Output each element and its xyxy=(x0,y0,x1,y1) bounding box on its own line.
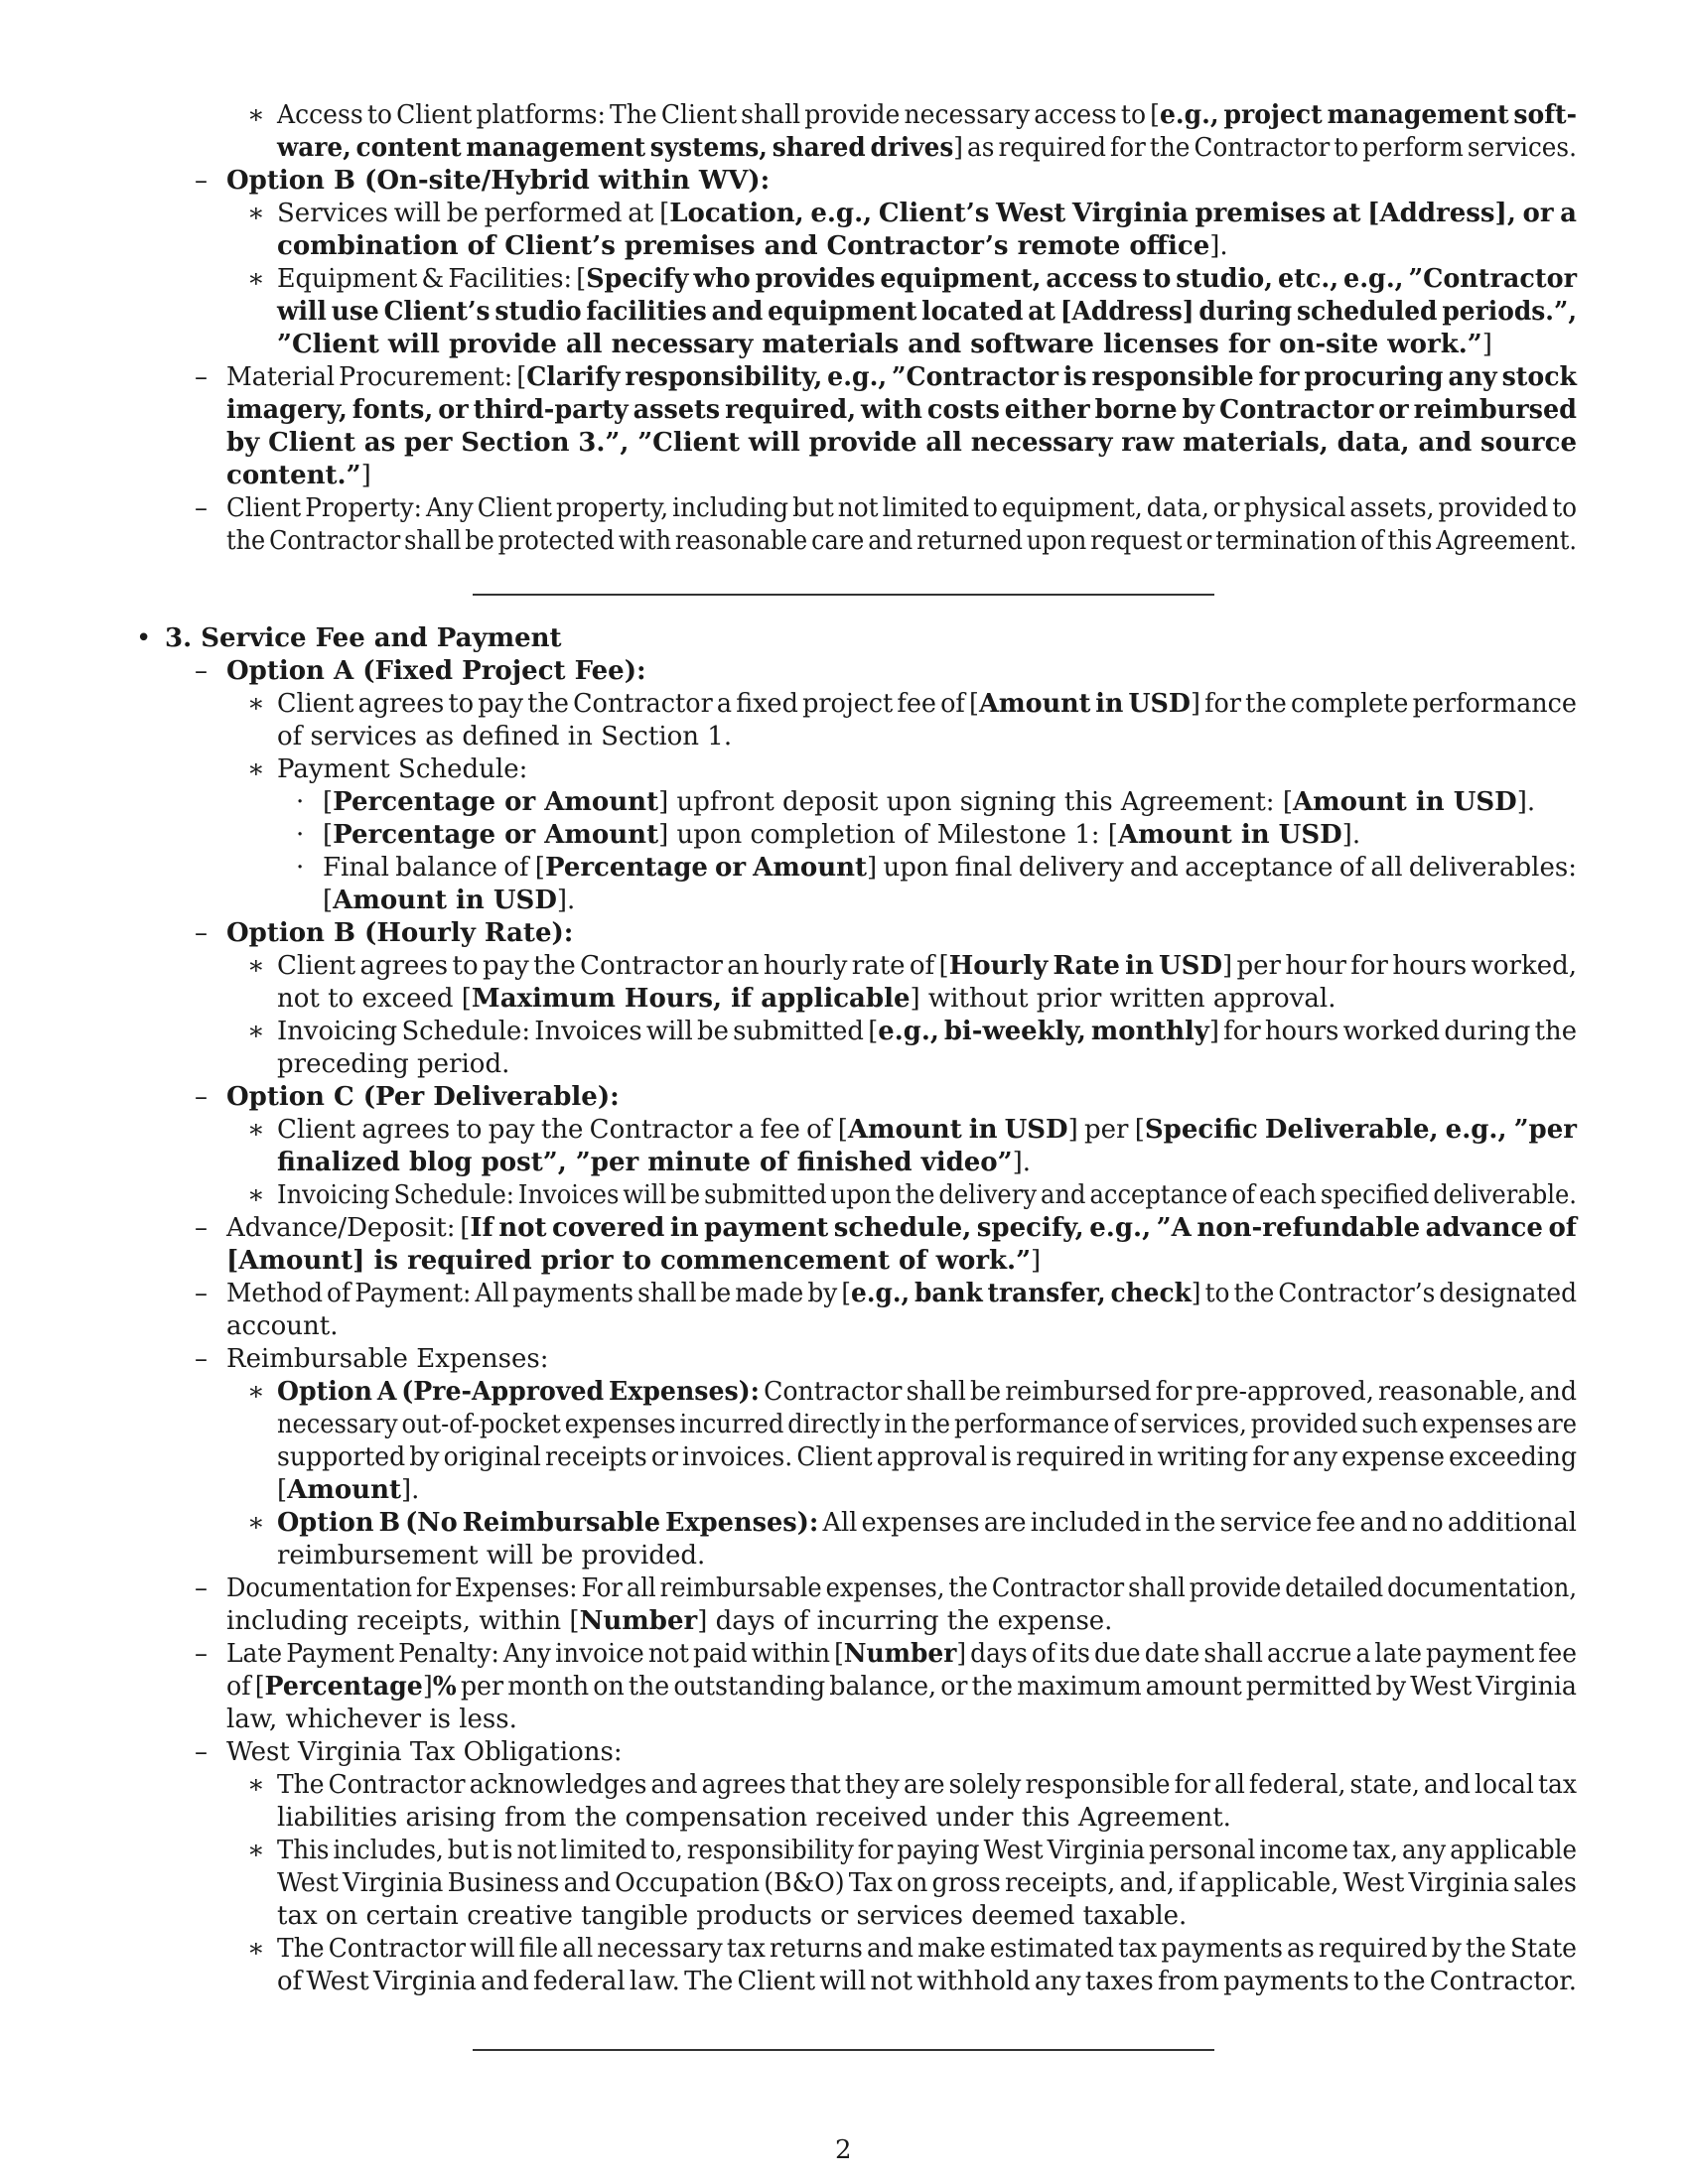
dash-bullet: – xyxy=(195,1082,208,1112)
text-line xyxy=(277,296,1577,329)
bold-segment: Maximum Hours, if applicable xyxy=(471,984,911,1014)
dot-bullet: · xyxy=(296,787,305,817)
star-bullet: ∗ xyxy=(247,1180,265,1210)
text-line xyxy=(323,786,1535,819)
text-segment: Final balance of [ xyxy=(323,853,545,883)
text-line xyxy=(226,1212,1577,1245)
text-segment: ]. xyxy=(1209,231,1228,261)
text-segment: of [ xyxy=(226,1672,265,1702)
text-segment: ] upon final delivery and acceptance of all deliverables: xyxy=(867,853,1577,883)
text-line xyxy=(277,983,1336,1016)
text-line xyxy=(277,1802,1231,1835)
bold-segment: combination of Client’s premises and Contractor’s remote office xyxy=(277,231,1210,261)
bold-segment: content.” xyxy=(226,461,361,490)
dash-bullet: – xyxy=(195,1737,208,1767)
bold-segment: 3. Service Fee and Payment xyxy=(165,623,562,653)
text-line xyxy=(226,1081,620,1114)
bold-segment: Option A (Fixed Project Fee): xyxy=(226,656,646,686)
bold-segment: Clarify responsibility, e.g., ”Contractor is responsible for procuring any stock xyxy=(526,362,1577,392)
text-line xyxy=(226,655,646,688)
bold-segment: Location, e.g., Client’s West Virginia premises at [Address], or a xyxy=(669,199,1577,228)
text-segment: West Virginia Business and Occupation (B&O) Tax on gross receipts, and, if applicable, West Virginia sales xyxy=(277,1868,1577,1898)
dash-bullet: – xyxy=(195,362,208,392)
star-bullet: ∗ xyxy=(247,1836,265,1865)
dash-bullet: – xyxy=(195,1279,208,1308)
text-line xyxy=(277,1769,1577,1802)
text-segment: West Virginia Tax Obligations: xyxy=(226,1737,623,1767)
dash-bullet: – xyxy=(195,918,208,948)
star-bullet: ∗ xyxy=(247,754,265,784)
dash-bullet: – xyxy=(195,166,208,196)
text-segment: Client agrees to pay the Contractor a fixed project fee of [ xyxy=(277,689,979,719)
bold-segment: e.g., bi-weekly, monthly xyxy=(878,1017,1209,1046)
dash-bullet: – xyxy=(195,1344,208,1374)
text-segment: ] to the Contractor’s designated xyxy=(1191,1279,1577,1308)
text-segment: ]. xyxy=(1341,820,1361,850)
text-line xyxy=(277,198,1577,230)
text-line xyxy=(226,460,371,492)
text-segment: ] per hour for hours worked, xyxy=(1222,951,1577,981)
text-segment: ] xyxy=(360,461,371,490)
text-line xyxy=(165,622,562,655)
text-line xyxy=(277,1900,1187,1933)
text-segment: of West Virginia and federal law. The Client will not withhold any taxes from payments to the Contractor. xyxy=(277,1967,1577,1996)
bold-segment: Amount xyxy=(287,1475,401,1505)
text-line xyxy=(226,361,1577,394)
text-segment: necessary out-of-pocket expenses incurred directly in the performance of services, provided such expenses are xyxy=(277,1410,1577,1439)
text-segment: Late Payment Penalty: Any invoice not paid within [ xyxy=(226,1639,844,1669)
text-segment: of services as defined in Section 1. xyxy=(277,722,733,751)
text-line xyxy=(277,1409,1577,1441)
bold-segment: Number xyxy=(843,1639,957,1669)
text-line xyxy=(277,230,1228,263)
bold-segment: will use Client’s studio facilities and equipment located at [Address] during scheduled periods.”, xyxy=(277,297,1577,327)
text-segment: ] for hours worked during the xyxy=(1208,1017,1577,1046)
text-line xyxy=(226,917,573,950)
text-segment: Client agrees to pay the Contractor an hourly rate of [ xyxy=(277,951,949,981)
text-segment: tax on certain creative tangible products or services deemed taxable. xyxy=(277,1901,1188,1931)
text-line xyxy=(277,753,527,786)
text-segment: Method of Payment: All payments shall be made by [ xyxy=(226,1279,852,1308)
text-line xyxy=(277,950,1577,983)
text-line xyxy=(226,1704,517,1736)
text-segment: including receipts, within [ xyxy=(226,1606,580,1636)
bold-segment: If not covered in payment schedule, specify, e.g., ”A non-refundable advance of xyxy=(470,1213,1577,1243)
bold-segment: Amount in USD xyxy=(1292,787,1517,817)
text-segment: All expenses are included in the service fee and no additional xyxy=(818,1508,1577,1538)
text-line xyxy=(277,1966,1577,1998)
dot-bullet: · xyxy=(296,853,305,883)
bold-segment: finalized blog post”, ”per minute of finished video” xyxy=(277,1148,1013,1177)
bold-segment: % xyxy=(432,1672,457,1702)
bold-segment: ware, content management systems, shared drives xyxy=(277,133,954,163)
text-segment: The Contractor will file all necessary tax returns and make estimated tax payments as required by the State xyxy=(277,1934,1577,1964)
bold-segment: imagery, fonts, or third-party assets required, with costs either borne by Contractor or reimbursed xyxy=(226,395,1577,425)
round-bullet: • xyxy=(136,623,152,653)
bold-segment: Option B (Hourly Rate): xyxy=(226,918,574,948)
bold-segment: Specify who provides equipment, access to studio, etc., e.g., ”Contractor xyxy=(586,264,1577,294)
star-bullet: ∗ xyxy=(247,951,265,981)
text-segment: ] upfront deposit upon signing this Agreement: [ xyxy=(658,787,1293,817)
text-line xyxy=(226,165,770,198)
bold-segment: Percentage or Amount xyxy=(544,853,868,883)
text-line xyxy=(226,1671,1577,1704)
text-line xyxy=(277,329,1492,361)
text-segment: Client agrees to pay the Contractor a fee of [ xyxy=(277,1115,848,1145)
bold-segment: Percentage xyxy=(264,1672,423,1702)
text-line xyxy=(226,1310,338,1343)
text-line xyxy=(277,1441,1577,1474)
bold-segment: [Amount] is required prior to commencement of work.” xyxy=(226,1246,1032,1276)
text-line xyxy=(323,852,1577,885)
text-segment: account. xyxy=(226,1311,339,1341)
text-line xyxy=(277,99,1577,132)
text-segment: The Contractor acknowledges and agrees that they are solely responsible for all federal, state, and local tax xyxy=(277,1770,1577,1800)
text-segment: Client Property: Any Client property, including but not limited to equipment, data, or physical assets, provided to xyxy=(226,493,1577,523)
text-line xyxy=(226,1278,1577,1310)
text-segment: not to exceed [ xyxy=(277,984,472,1014)
star-bullet: ∗ xyxy=(247,1770,265,1800)
text-segment: law, whichever is less. xyxy=(226,1705,517,1734)
text-segment: ] xyxy=(1031,1246,1042,1276)
text-segment: ]. xyxy=(401,1475,420,1505)
text-segment: per month on the outstanding balance, or the maximum amount permitted by West Virginia xyxy=(456,1672,1577,1702)
text-line xyxy=(277,1474,419,1507)
text-line xyxy=(277,1867,1577,1900)
text-segment: reimbursement will be provided. xyxy=(277,1541,706,1570)
bold-segment: Hourly Rate in USD xyxy=(948,951,1223,981)
text-segment: [ xyxy=(323,886,334,915)
text-segment: Contractor shall be reimbursed for pre-approved, reasonable, and xyxy=(759,1377,1577,1407)
bold-segment: Amount in USD xyxy=(847,1115,1068,1145)
text-line xyxy=(323,819,1360,852)
text-segment: ] xyxy=(1481,330,1492,359)
bold-segment: by Client as per Section 3.”, ”Client will provide all necessary raw materials, data, and source xyxy=(226,428,1577,458)
text-line xyxy=(226,492,1577,525)
text-line xyxy=(226,394,1577,427)
text-line xyxy=(226,1343,548,1376)
text-segment: preceding period. xyxy=(277,1049,510,1079)
dash-bullet: – xyxy=(195,1213,208,1243)
text-segment: ] days of its due date shall accrue a late payment fee xyxy=(956,1639,1577,1669)
bold-segment: Specific Deliverable, e.g., ”per xyxy=(1144,1115,1577,1145)
text-segment: ]. xyxy=(556,886,576,915)
text-segment: Payment Schedule: xyxy=(277,754,528,784)
text-segment: ] xyxy=(422,1672,433,1702)
text-segment: Material Procurement: [ xyxy=(226,362,527,392)
text-segment: This includes, but is not limited to, responsibility for paying West Virginia personal income tax, any applicable xyxy=(277,1836,1577,1865)
bold-segment: Amount in USD xyxy=(978,689,1192,719)
dash-bullet: – xyxy=(195,493,208,523)
text-line xyxy=(226,427,1577,460)
bold-segment: e.g., project management soft- xyxy=(1159,100,1577,130)
text-segment: Reimbursable Expenses: xyxy=(226,1344,549,1374)
text-segment: [ xyxy=(323,820,334,850)
text-segment: Services will be performed at [ xyxy=(277,199,670,228)
text-segment: ] without prior written approval. xyxy=(910,984,1336,1014)
section-divider-rule xyxy=(473,2049,1214,2051)
bold-segment: Option A (Pre-Approved Expenses): xyxy=(277,1377,760,1407)
bold-segment: ”Client will provide all necessary materials and software licenses for on-site work.” xyxy=(277,330,1482,359)
star-bullet: ∗ xyxy=(247,100,265,130)
text-segment: Invoicing Schedule: Invoices will be submitted [ xyxy=(277,1017,879,1046)
star-bullet: ∗ xyxy=(247,1377,265,1407)
text-line xyxy=(226,1572,1577,1605)
star-bullet: ∗ xyxy=(247,1508,265,1538)
text-segment: [ xyxy=(1150,100,1160,130)
text-line xyxy=(277,1114,1577,1147)
page-number: 2 xyxy=(835,2135,852,2165)
star-bullet: ∗ xyxy=(247,264,265,294)
text-segment: Access to Client platforms: The Client shall provide necessary access to xyxy=(277,100,1151,130)
star-bullet: ∗ xyxy=(247,1017,265,1046)
text-segment: ]. xyxy=(1516,787,1536,817)
text-segment: supported by original receipts or invoices. Client approval is required in writing for any expense exceeding xyxy=(277,1442,1577,1472)
text-segment: Equipment & Facilities: [ xyxy=(277,264,587,294)
text-line xyxy=(277,1048,509,1081)
dash-bullet: – xyxy=(195,1639,208,1669)
text-line xyxy=(226,1638,1577,1671)
text-line xyxy=(277,1933,1577,1966)
text-segment: liabilities arising from the compensation received under this Agreement. xyxy=(277,1803,1231,1833)
text-segment: Advance/Deposit: [ xyxy=(226,1213,471,1243)
bold-segment: Amount in USD xyxy=(1117,820,1342,850)
text-line xyxy=(277,1016,1577,1048)
text-line xyxy=(277,1376,1577,1409)
text-line xyxy=(277,1147,1031,1179)
text-segment: Invoicing Schedule: Invoices will be submitted upon the delivery and acceptance of each specified deliverable. xyxy=(277,1180,1577,1210)
text-segment: ] for the complete performance xyxy=(1191,689,1577,719)
bold-segment: Option B (No Reimbursable Expenses): xyxy=(277,1508,819,1538)
text-segment: ] upon completion of Milestone 1: [ xyxy=(658,820,1118,850)
text-line xyxy=(226,1736,623,1769)
dash-bullet: – xyxy=(195,656,208,686)
text-segment: ] days of incurring the expense. xyxy=(697,1606,1113,1636)
bold-segment: Option B (On-site/Hybrid within WV): xyxy=(226,166,771,196)
text-segment: [ xyxy=(323,787,334,817)
section-divider-rule xyxy=(473,594,1214,596)
bold-segment: Percentage or Amount xyxy=(333,820,659,850)
text-segment: ]. xyxy=(1012,1148,1032,1177)
text-line xyxy=(226,525,1577,558)
bold-segment: Percentage or Amount xyxy=(333,787,659,817)
text-line xyxy=(277,721,732,753)
text-segment: the Contractor shall be protected with reasonable care and returned upon request or termination of this Agreement. xyxy=(226,526,1577,556)
dash-bullet: – xyxy=(195,1573,208,1603)
star-bullet: ∗ xyxy=(247,1934,265,1964)
text-segment: ] as required for the Contractor to perform services. xyxy=(953,133,1577,163)
text-line xyxy=(277,1540,705,1572)
text-line xyxy=(277,263,1577,296)
text-line xyxy=(277,688,1577,721)
text-segment: ] per [ xyxy=(1067,1115,1145,1145)
bold-segment: Number xyxy=(579,1606,698,1636)
text-line xyxy=(323,885,575,917)
text-line xyxy=(226,1245,1041,1278)
text-line xyxy=(277,1835,1577,1867)
dot-bullet: · xyxy=(296,820,305,850)
text-segment: [ xyxy=(277,1475,288,1505)
text-line xyxy=(277,1179,1577,1212)
text-line xyxy=(277,1507,1577,1540)
bold-segment: e.g., bank transfer, check xyxy=(851,1279,1192,1308)
star-bullet: ∗ xyxy=(247,199,265,228)
bold-segment: Amount in USD xyxy=(333,886,557,915)
text-line xyxy=(277,132,1577,165)
text-line xyxy=(226,1605,1112,1638)
bold-segment: Option C (Per Deliverable): xyxy=(226,1082,620,1112)
star-bullet: ∗ xyxy=(247,689,265,719)
star-bullet: ∗ xyxy=(247,1115,265,1145)
text-segment: Documentation for Expenses: For all reimbursable expenses, the Contractor shall provide detailed documentation, xyxy=(226,1573,1577,1603)
